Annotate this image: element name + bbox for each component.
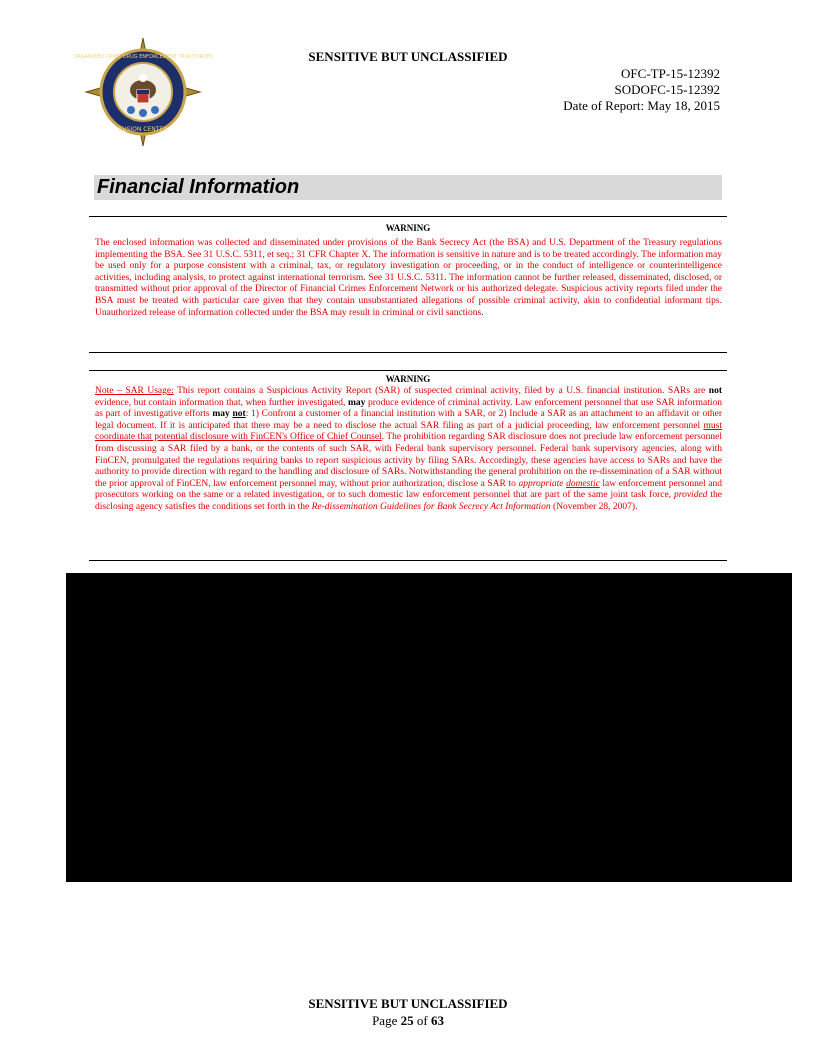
warning-text-segment: evidence, but contain information that, when further investigated, [95, 397, 348, 408]
warning-text-segment: This report contains a Suspicious Activity Report (SAR) of suspected criminal activity, filed by a U.S. financial institution. SARs are [173, 386, 709, 396]
bottom-classification-banner: SENSITIVE BUT UNCLASSIFIED [308, 996, 508, 1011]
coordinate-disclosure-text: must coordinate that potential disclosure with FinCEN's Office of Chief Counsel [95, 420, 722, 443]
divider-line [89, 216, 727, 217]
report-id-ofc: OFC-TP-15-12392 [621, 66, 720, 81]
emphasis-may-not-may: may [212, 409, 230, 420]
domestic-text: domestic [566, 478, 600, 489]
warning-text-segment: : 1) Confront a customer of a financial institution with a SAR, or 2) Include a SAR as an attachment to an affidavit or other legal document. If it is anticipated that there may be a need to disclose the actual SAR filing as part of a judicial proceeding, law enforcement personnel [95, 409, 722, 431]
appropriate-text: appropriate [518, 478, 564, 489]
warning-heading: WARNING [385, 374, 431, 384]
report-id-sodofc: SODOFC-15-12392 [614, 82, 720, 97]
warning-text-segment: (November 28, 2007). [550, 501, 638, 512]
report-date: Date of Report: May 18, 2015 [563, 98, 720, 113]
emphasis-may-not-not: not [232, 409, 246, 420]
seal-bottom-text: FUSION CENTER [118, 126, 168, 133]
divider-line [89, 370, 727, 371]
report-identifiers [563, 66, 720, 114]
total-pages: 63 [430, 1013, 444, 1028]
bsa-warning-text: The enclosed information was collected and disseminated under provisions of the Bank Secrecy Act (the BSA) and U.S. Department of the Treasury regulations implementing the BSA. See 31 U.S.C. 5311, et seq.; 31 CFR Chapter X. The information is sensitive in nature and is to be treated accordingly. The information may be used only for a purpose consistent with a criminal, tax, or regulatory investigation or proceeding, or in the conduct of intelligence or counterintelligence activities, including analysis, to protect against international terrorism. See 31 U.S.C. 5311. The information cannot be further released, disseminated, disclosed, or transmitted without prior approval of the Director of Financial Crimes Enforcement Network or his authorized delegate. Suspicious activity reports filed under the BSA must be treated with particular care given that they contain unsubstantiated allegations of possible criminal activity, akin to confidential informant tips. Unauthorized release of information collected under the BSA may result in criminal or civil sanctions. [95, 238, 722, 318]
warning-text-segment: the disclosing agency satisfies the conditions set forth in the [95, 490, 722, 512]
sar-usage-note-label: Note – SAR Usage: [95, 386, 174, 396]
emphasis-may: may [348, 397, 366, 408]
page-label: Page [372, 1013, 401, 1028]
page-of-label: of [413, 1013, 431, 1028]
warning-heading: WARNING [385, 223, 431, 233]
divider-line [89, 560, 727, 561]
seal-top-text: ORGANIZED CRIME DRUG ENFORCEMENT TASK FORCES [73, 54, 213, 60]
section-title: Financial Information [97, 176, 300, 198]
provided-text: provided [674, 490, 708, 501]
divider-line [89, 352, 727, 353]
top-classification-banner: SENSITIVE BUT UNCLASSIFIED [308, 49, 508, 64]
sar-usage-warning-text [95, 386, 722, 514]
current-page: 25 [400, 1013, 414, 1028]
ocdetf-fusion-center-seal-icon [73, 38, 213, 146]
warning-text-segment: . The prohibition regarding SAR disclosure does not preclude law enforcement personnel from discussing a SAR filed by a bank, or the contents of such SAR, with Federal bank supervisory personnel. Federal bank supervisory agencies, along with FinCEN, promulgated the regulations requiring banks to report suspicious activity by filing SARs. Accordingly, these agencies have access to SARs and have the authority to provide direction with regard to the handling and disclosure of SARs. Notwithstanding the general prohibition on the re-dissemination of a SAR without the prior approval of FinCEN, law enforcement personnel may, without prior authorization, disclose a SAR to [95, 432, 722, 489]
guidelines-title: Re-dissemination Guidelines for Bank Secrecy Act Information [311, 501, 551, 512]
redaction-block [66, 573, 792, 882]
emphasis-not: not [708, 386, 722, 396]
page-number [0, 1013, 816, 1029]
warning-text-segment: produce evidence of criminal activity. Law enforcement personnel that use SAR information as part of investigative efforts [95, 397, 722, 420]
warning-text-segment: law enforcement personnel and prosecutors working on the same or a related investigation, or to such domestic law enforcement personnel that are part of the same joint task force, [95, 478, 722, 501]
